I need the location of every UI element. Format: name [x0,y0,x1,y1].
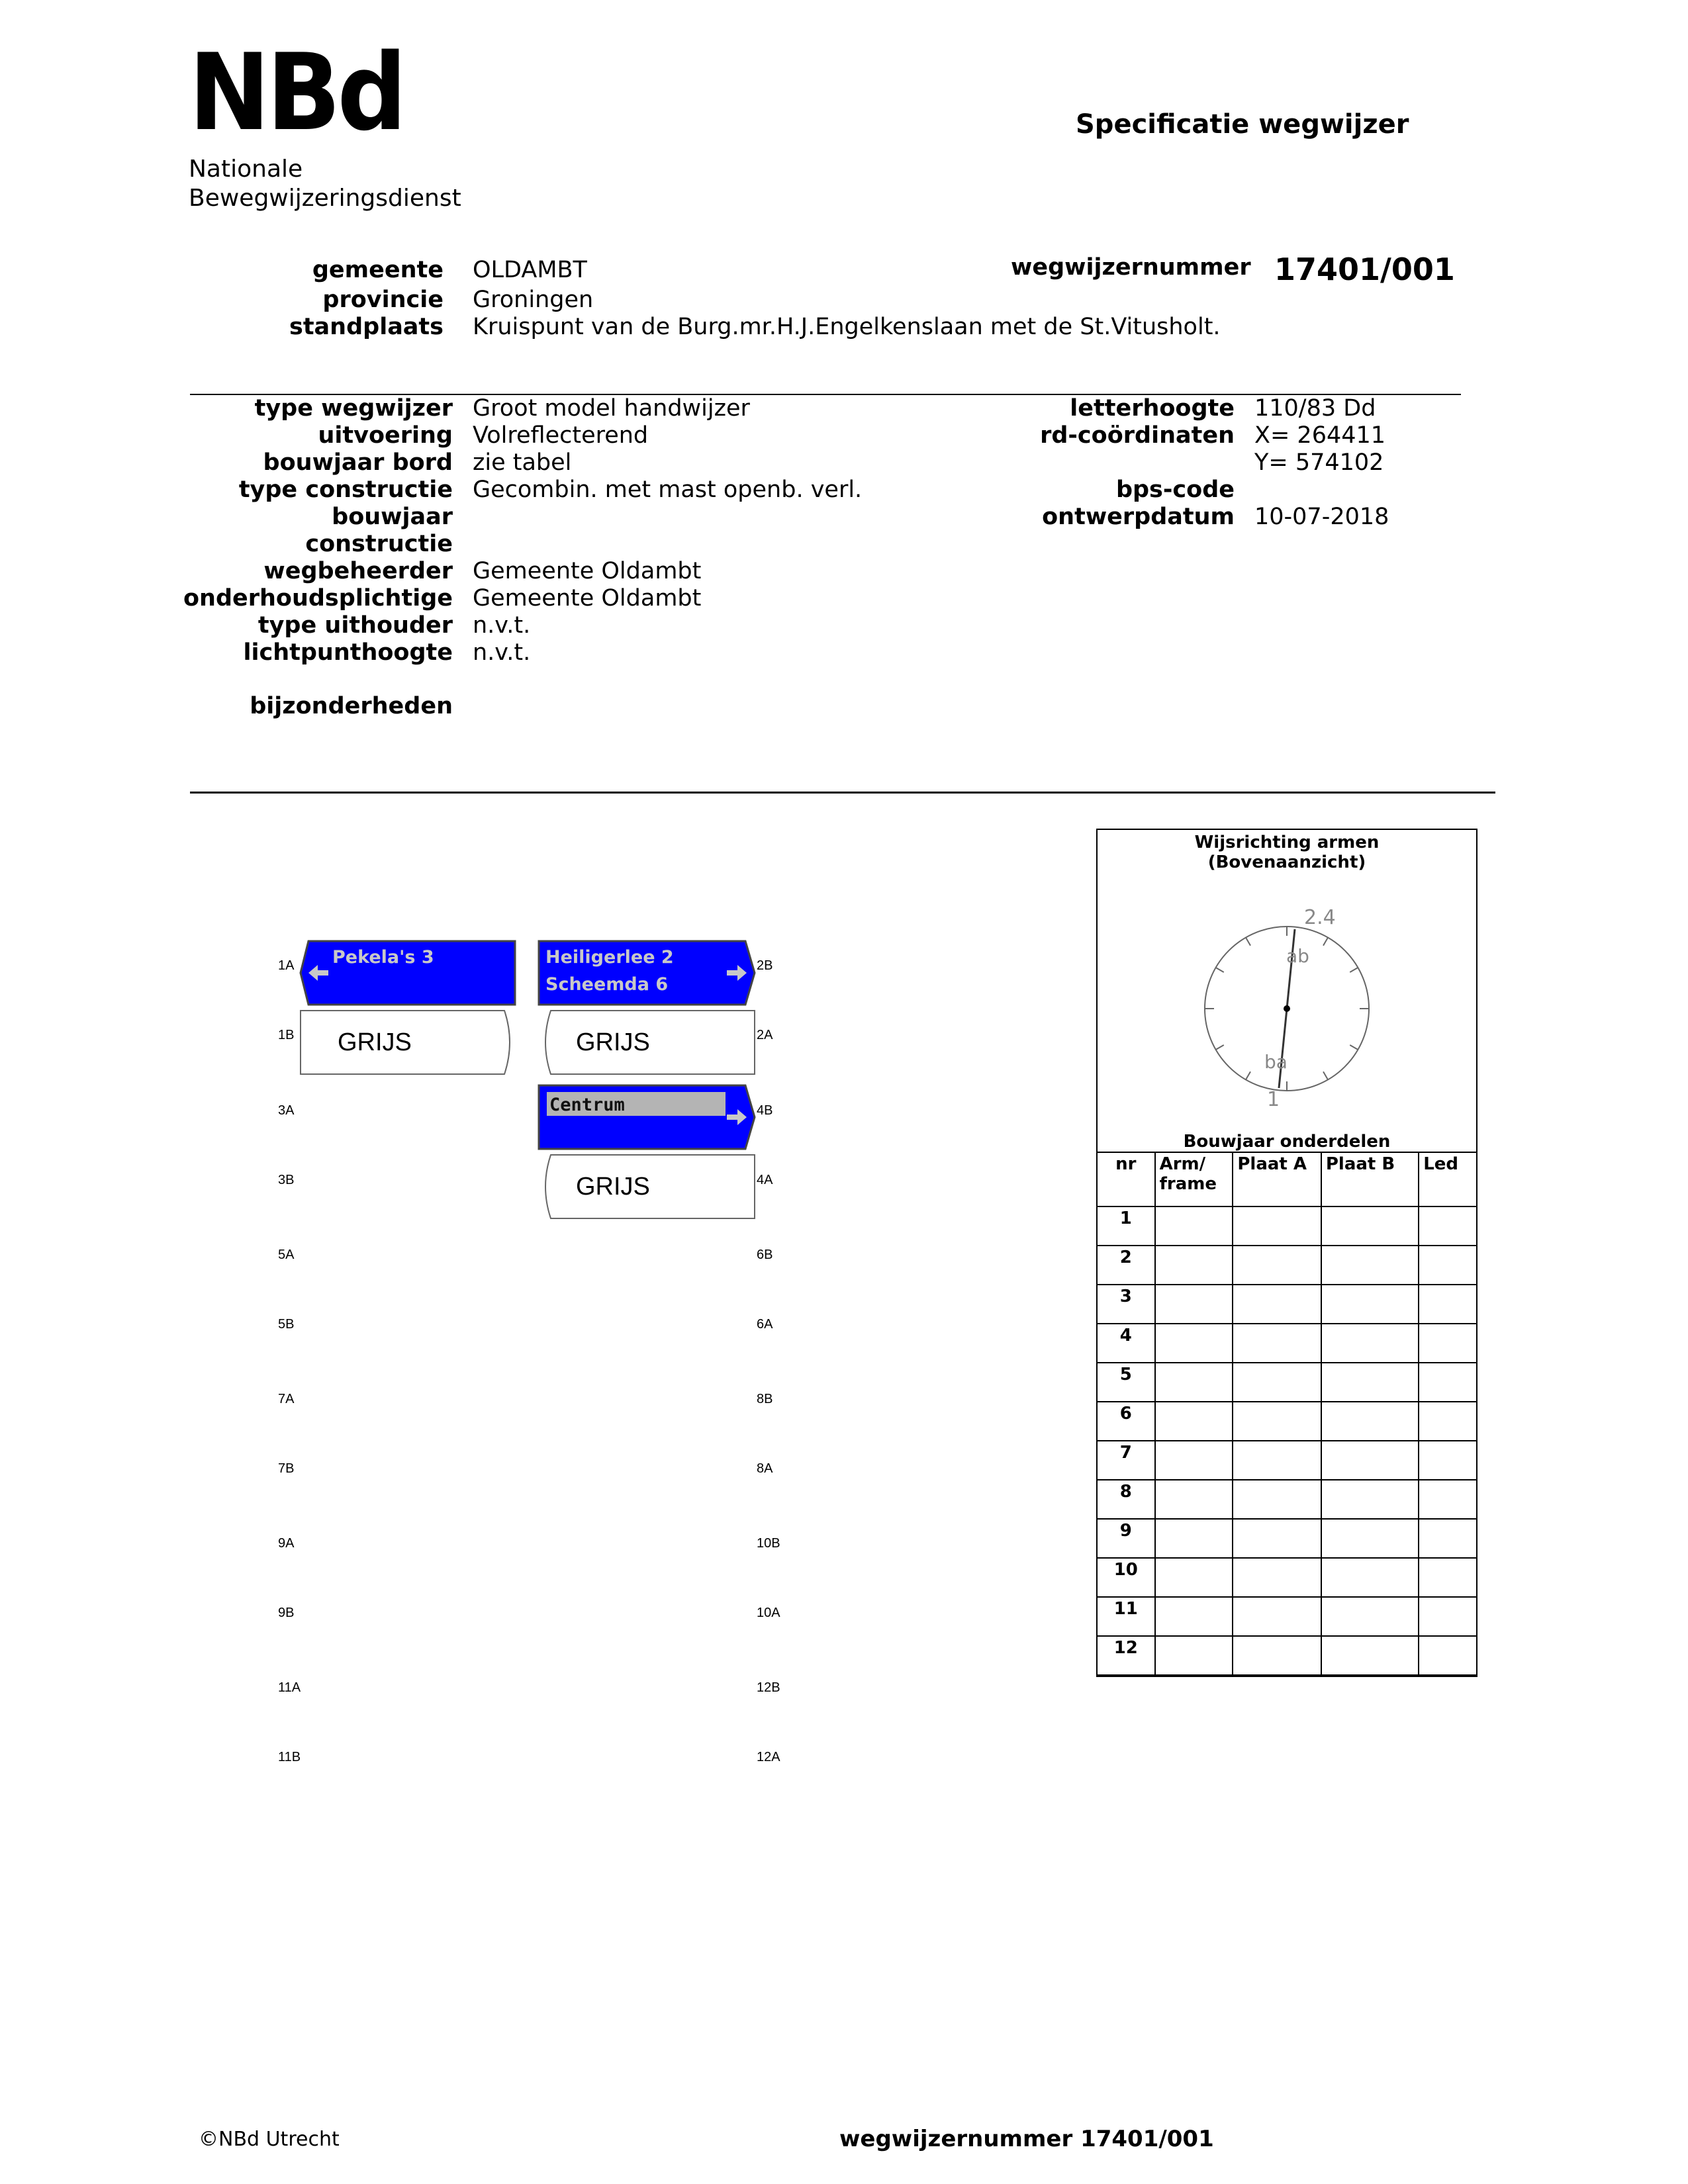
col-header-led: Led [1419,1152,1477,1206]
spec-row [159,477,862,504]
spec-value: Gemeente Oldambt [473,558,702,584]
compass-tick [1323,1071,1328,1079]
spec-label: lichtpunthoogte [243,639,453,666]
cell [1233,1402,1321,1441]
table-row [1097,1636,1477,1675]
cell [1419,1441,1477,1480]
cell [1321,1324,1419,1363]
cell [1321,1636,1419,1675]
sign-2A [538,1009,756,1075]
table-row [1097,1285,1477,1324]
slot-label: 8A [757,1461,773,1476]
cell [1155,1402,1233,1441]
slot-label: 6A [757,1317,773,1332]
compass-tick [1350,1045,1358,1050]
footer-copyright: ©NBd Utrecht [199,2128,340,2151]
wijsrichting-subtitle: (Bovenaanzicht) [1207,852,1366,872]
spec-label: bps-code [1115,477,1235,503]
slot-label: 4B [757,1103,773,1118]
slot-label: 9A [278,1536,295,1551]
cell [1155,1363,1233,1402]
spec-row [927,422,1389,449]
row-nr: 1 [1097,1206,1155,1246]
table-row [1097,1441,1477,1480]
cell [1233,1597,1321,1636]
col-header-plaat-b: Plaat B [1321,1152,1419,1206]
spec-label: letterhoogte [1070,395,1235,422]
spec-value: n.v.t. [473,639,531,666]
cell [1419,1324,1477,1363]
slot-label: 10A [757,1606,780,1620]
wegwijzernummer-label: wegwijzernummer [1011,254,1251,281]
col-header-arm: Arm/ frame [1155,1152,1233,1206]
spec-row [159,449,862,477]
compass-dial [1098,889,1476,1141]
cell [1419,1558,1477,1597]
row-nr: 6 [1097,1402,1155,1441]
compass-tick [1323,938,1328,946]
sign-4A-text: GRIJS [576,1173,650,1201]
sign-2B-line1: Heiligerlee 2 [545,947,674,968]
nbd-logo [189,30,461,213]
cell [1233,1285,1321,1324]
spec-label [927,449,1235,477]
slot-label: 3B [278,1173,295,1187]
row-nr: 11 [1097,1597,1155,1636]
spec-row [159,395,862,422]
bijzonderheden-label: bijzonderheden [250,693,453,719]
spec-label: type uithouder [258,612,453,639]
spec-label: uitvoering [318,422,453,449]
spec-row [927,449,1389,477]
spec-value: zie tabel [473,449,572,476]
compass-tick [1246,1071,1250,1079]
row-nr: 9 [1097,1519,1155,1558]
spec-label: rd-coördinaten [1040,422,1235,449]
gemeente-label: gemeente [312,257,444,283]
row-nr: 7 [1097,1441,1155,1480]
gemeente-value: OLDAMBT [473,257,587,283]
bouwjaar-table [1096,1152,1477,1676]
spec-value: Gemeente Oldambt [473,585,702,612]
cell [1233,1558,1321,1597]
standplaats-label: standplaats [289,314,444,340]
spec-row [159,531,862,558]
cell [1419,1285,1477,1324]
cell [1155,1636,1233,1675]
spec-label: onderhoudsplichtige [183,585,453,612]
cell [1321,1402,1419,1441]
spec-row [159,558,862,585]
cell [1321,1285,1419,1324]
logo-line2: Bewegwijzeringsdienst [189,185,461,212]
sign-1B-text: GRIJS [338,1028,412,1056]
cell [1321,1246,1419,1285]
slot-label: 2B [757,958,773,973]
specs-right [927,395,1389,531]
table-row [1097,1519,1477,1558]
sign-1A [299,940,518,1006]
cell [1233,1246,1321,1285]
provincie-label: provincie [322,287,444,313]
bouwjaar-title: Bouwjaar onderdelen [1183,1132,1391,1152]
spec-label: type wegwijzer [254,395,453,422]
provincie-value: Groningen [473,287,594,313]
spec-label: type constructie [238,477,453,503]
compass-tick [1216,1045,1224,1050]
cell [1419,1206,1477,1246]
row-nr: 2 [1097,1246,1155,1285]
cell [1155,1324,1233,1363]
cell [1419,1246,1477,1285]
logo-mark: NBd [189,30,404,154]
spec-value: 110/83 Dd [1254,395,1376,422]
cell [1155,1246,1233,1285]
table-row [1097,1480,1477,1519]
cell [1419,1519,1477,1558]
slot-label: 7A [278,1392,295,1406]
slot-label: 5A [278,1248,295,1262]
spec-row [159,639,862,666]
footer-wegwijzernummer: wegwijzernummer 17401/001 [839,2126,1214,2152]
cell [1155,1441,1233,1480]
cell [1321,1519,1419,1558]
cell [1155,1206,1233,1246]
wijsrichting-title: Wijsrichting armen [1194,833,1380,852]
row-nr: 3 [1097,1285,1155,1324]
compass-top-label: 2.4 [1304,906,1336,929]
row-nr: 4 [1097,1324,1155,1363]
sign-4B-text: Centrum [549,1095,625,1115]
logo-line1: Nationale [189,156,303,183]
cell [1321,1480,1419,1519]
spec-row [159,693,862,720]
sign-2A-text: GRIJS [576,1028,650,1056]
table-row [1097,1246,1477,1285]
slot-label: 12B [757,1680,780,1695]
table-row [1097,1558,1477,1597]
cell [1233,1519,1321,1558]
compass-tick [1216,968,1224,972]
spec-label: constructie [305,531,453,557]
cell [1419,1636,1477,1675]
cell [1233,1480,1321,1519]
document-title: Specificatie wegwijzer [1076,109,1409,140]
spec-label: ontwerpdatum [1042,504,1235,530]
divider-bottom [190,792,1495,794]
cell [1321,1206,1419,1246]
spec-value: 10-07-2018 [1254,504,1389,530]
spec-row [159,612,862,639]
table-row [1097,1206,1477,1246]
slot-label: 11A [278,1680,301,1695]
spec-value: X= 264411 [1254,422,1386,449]
sign-1B [299,1009,518,1075]
sign-2B-line2: Scheemda 6 [545,974,669,995]
spec-label: wegbeheerder [263,558,453,584]
cell [1321,1597,1419,1636]
cell [1233,1363,1321,1402]
slot-label: 12A [757,1750,780,1764]
row-nr: 5 [1097,1363,1155,1402]
slot-label: 6B [757,1248,773,1262]
compass-bottom-ab: ba [1264,1051,1288,1073]
row-nr: 12 [1097,1636,1155,1675]
col-header-nr: nr [1097,1152,1155,1206]
slot-label: 1A [278,958,295,973]
slot-label: 11B [278,1750,301,1764]
standplaats-value: Kruispunt van de Burg.mr.H.J.Engelkenslaan met de St.Vitusholt. [473,314,1221,340]
spec-label: bouwjaar [332,504,453,530]
spec-row [159,422,862,449]
cell [1321,1441,1419,1480]
cell [1233,1441,1321,1480]
slot-label: 5B [278,1317,295,1332]
table-row [1097,1363,1477,1402]
cell [1321,1558,1419,1597]
col-header-plaat-a: Plaat A [1233,1152,1321,1206]
slot-label: 4A [757,1173,773,1187]
slot-label: 3A [278,1103,295,1118]
cell [1419,1597,1477,1636]
spec-row [159,585,862,612]
cell [1155,1285,1233,1324]
slot-label: 8B [757,1392,773,1406]
row-nr: 8 [1097,1480,1155,1519]
wegwijzernummer-value: 17401/001 [1274,251,1455,287]
spec-row [159,504,862,531]
sign-1A-text: Pekela's 3 [332,947,434,968]
sign-4B [538,1084,756,1150]
spec-row [927,395,1389,422]
cell [1321,1363,1419,1402]
spec-value: Groot model handwijzer [473,395,750,422]
cell [1155,1519,1233,1558]
table-row [1097,1324,1477,1363]
sign-4A [538,1154,756,1220]
sign-2B [538,940,756,1006]
spec-row [927,504,1389,531]
compass-top-ab: ab [1286,945,1309,967]
specs-left [159,395,862,720]
spec-value: Gecombin. met mast openb. verl. [473,477,863,503]
table-row [1097,1597,1477,1636]
slot-label: 1B [278,1028,295,1042]
cell [1419,1363,1477,1402]
spec-value: n.v.t. [473,612,531,639]
cell [1155,1597,1233,1636]
spec-value: Y= 574102 [1254,449,1384,476]
cell [1155,1558,1233,1597]
compass-bottom-label: 1 [1267,1088,1280,1111]
cell [1155,1480,1233,1519]
spec-value: Volreflecterend [473,422,649,449]
cell [1233,1206,1321,1246]
row-nr: 10 [1097,1558,1155,1597]
slot-label: 10B [757,1536,780,1551]
cell [1233,1636,1321,1675]
compass-tick [1350,968,1358,972]
slot-label: 9B [278,1606,295,1620]
spec-label: bouwjaar bord [263,449,453,476]
slot-label: 7B [278,1461,295,1476]
spec-row [927,477,1389,504]
compass-tick [1246,938,1250,946]
cell [1233,1324,1321,1363]
slot-label: 2A [757,1028,773,1042]
table-header-row [1097,1152,1477,1206]
cell [1419,1480,1477,1519]
cell [1419,1402,1477,1441]
table-row [1097,1402,1477,1441]
